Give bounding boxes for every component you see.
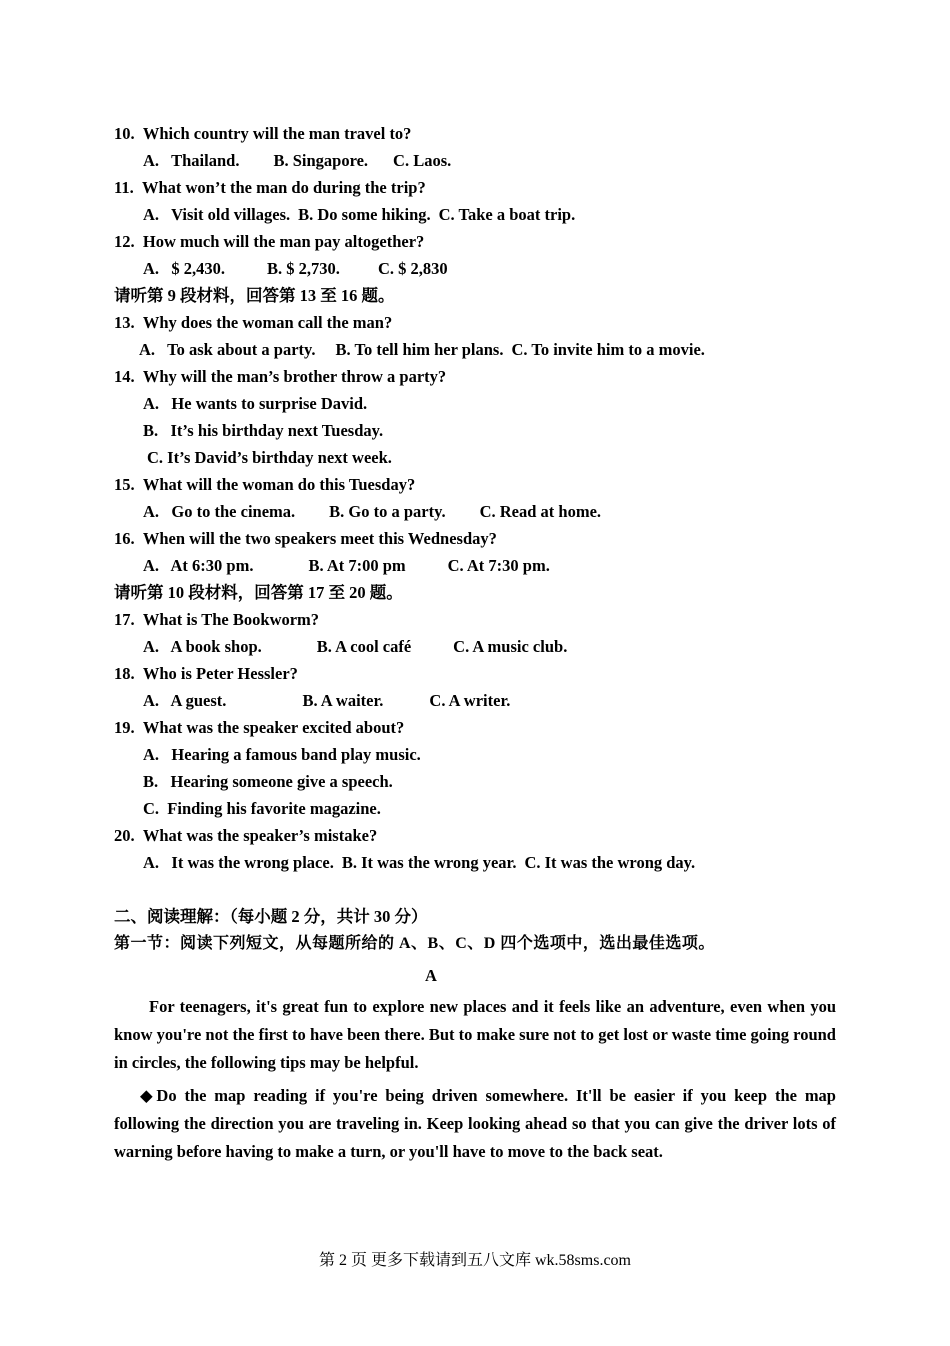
question-13: 13. Why does the woman call the man?	[114, 313, 393, 332]
option-c: C. Read at home.	[479, 502, 602, 521]
option-a: A. Thailand.	[143, 151, 240, 170]
option-c: C. Take a boat trip.	[438, 205, 576, 224]
question-18: 18. Who is Peter Hessler?	[114, 664, 298, 683]
passage-label: A	[425, 966, 437, 985]
instruction-section-10: 请听第 10 段材料，回答第 17 至 20 题。	[114, 583, 403, 602]
option-b: B. A waiter.	[302, 691, 384, 710]
option-a: A. A guest.	[143, 691, 227, 710]
option-a: A. Go to the cinema.	[143, 502, 296, 521]
option-b: B. Go to a party.	[329, 502, 446, 521]
option-b: B. Do some hiking.	[298, 205, 431, 224]
option-c: C. A writer.	[429, 691, 511, 710]
question-15: 15. What will the woman do this Tuesday?	[114, 475, 416, 494]
passage-paragraph-1: For teenagers, it's great fun to explore new places and it feels like an adventure, even when you know you're not the first to have been there. But to make sure not to get lost or waste time going round in circles, the following tips may be helpful.	[114, 997, 836, 1072]
options-18	[143, 691, 510, 711]
option-14-c: C. It’s David’s birthday next week.	[147, 448, 392, 467]
instruction-section-9: 请听第 9 段材料，回答第 13 至 16 题。	[114, 286, 395, 305]
option-c: C. It was the wrong day.	[524, 853, 696, 872]
option-c: C. A music club.	[453, 637, 568, 656]
page-footer: 第 2 页 更多下载请到五八文库 wk.58sms.com	[318, 1252, 631, 1269]
question-16: 16. When will the two speakers meet this Wednesday?	[114, 529, 497, 548]
options-12	[143, 259, 448, 279]
options-11	[143, 205, 575, 225]
option-a: A. A book shop.	[143, 637, 262, 656]
option-c: C. To invite him to a movie.	[511, 340, 705, 359]
question-10: 10. Which country will the man travel to?	[114, 124, 412, 143]
option-b: B. A cool café	[316, 637, 412, 656]
option-b: B. $ 2,730.	[267, 259, 340, 278]
question-12: 12. How much will the man pay altogether?	[114, 232, 425, 251]
option-a: A. Visit old villages.	[143, 205, 291, 224]
options-16	[143, 556, 550, 576]
option-a: A. To ask about a party.	[139, 340, 316, 359]
option-a: A. At 6:30 pm.	[143, 556, 254, 575]
option-c: C. $ 2,830	[377, 259, 448, 278]
question-11: 11. What won’t the man do during the trip?	[114, 178, 426, 197]
options-15	[143, 502, 601, 522]
options-20	[143, 853, 695, 873]
option-19-a: A. Hearing a famous band play music.	[143, 745, 421, 764]
option-a: A. It was the wrong place.	[143, 853, 334, 872]
options-10	[143, 151, 451, 171]
option-a: A. $ 2,430.	[143, 259, 226, 278]
option-14-a: A. He wants to surprise David.	[143, 394, 368, 413]
reading-subheading: 第一节：阅读下列短文，从每题所给的 A、B、C、D 四个选项中，选出最佳选项。	[114, 935, 715, 952]
option-c: C. At 7:30 pm.	[447, 556, 550, 575]
option-b: B. To tell him her plans.	[335, 340, 504, 359]
question-17: 17. What is The Bookworm?	[114, 610, 320, 629]
question-14: 14. Why will the man’s brother throw a party?	[114, 367, 447, 386]
options-13	[139, 340, 705, 360]
question-19: 19. What was the speaker excited about?	[114, 718, 405, 737]
option-b: B. It was the wrong year.	[341, 853, 517, 872]
option-19-b: B. Hearing someone give a speech.	[143, 772, 393, 791]
option-14-b: B. It’s his birthday next Tuesday.	[143, 421, 384, 440]
options-17	[143, 637, 567, 657]
option-b: B. At 7:00 pm	[308, 556, 406, 575]
option-19-c: C. Finding his favorite magazine.	[143, 799, 381, 818]
option-b: B. Singapore.	[273, 151, 369, 170]
question-20: 20. What was the speaker’s mistake?	[114, 826, 378, 845]
passage-paragraph-2: ◆Do the map reading if you're being driven somewhere. It'll be easier if you keep the map following the direction you are traveling in. Keep looking ahead so that you can give the driver lots of warning before having to make a turn, or you'll have to move to the back seat.	[114, 1086, 836, 1161]
option-c: C. Laos.	[393, 151, 452, 170]
reading-heading: 二、阅读理解：（每小题 2 分，共计 30 分）	[114, 907, 428, 926]
